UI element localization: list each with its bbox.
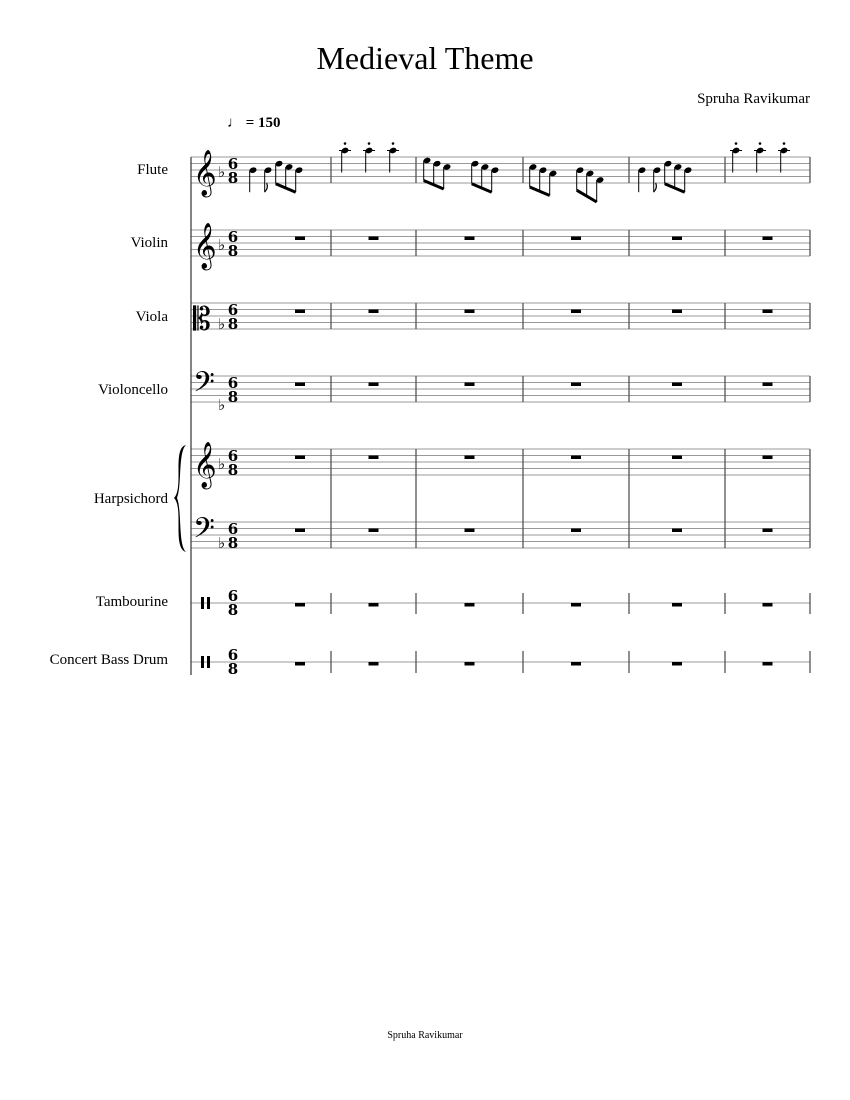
rest-icon — [295, 237, 773, 666]
svg-text:6: 6 — [227, 520, 239, 538]
instrument-label-tambourine: Tambourine — [95, 594, 168, 610]
svg-text:♭: ♭ — [218, 163, 226, 181]
svg-text:8: 8 — [227, 534, 239, 552]
barlines — [331, 157, 810, 673]
staff-flute — [191, 157, 810, 183]
svg-text:8: 8 — [227, 169, 239, 187]
flute-notes — [249, 142, 790, 202]
svg-text:8: 8 — [227, 601, 239, 619]
svg-text:6: 6 — [227, 155, 239, 173]
svg-text:♭: ♭ — [218, 455, 226, 473]
tempo-marking: ♩ = 150 — [227, 115, 281, 131]
page-footer: Spruha Ravikumar — [387, 1030, 463, 1041]
staff-violin — [191, 230, 810, 256]
staff-viola — [191, 303, 810, 329]
instrument-label-violin: Violin — [130, 235, 168, 251]
treble-clef-icon: 𝄞 — [193, 442, 217, 488]
svg-text:8: 8 — [227, 388, 239, 406]
svg-text:6: 6 — [227, 646, 239, 664]
svg-text:6: 6 — [227, 301, 239, 319]
page-title: Medieval Theme — [316, 40, 534, 76]
bass-clef-icon: 𝄢 — [193, 366, 215, 406]
svg-text:♭: ♭ — [218, 396, 226, 414]
bass-clef-icon: 𝄢 — [193, 512, 215, 552]
staff-harpsichord-upper — [191, 449, 810, 475]
svg-text:6: 6 — [227, 447, 239, 465]
staff-harpsichord-lower — [191, 522, 810, 548]
composer-credit: Spruha Ravikumar — [697, 91, 810, 107]
brace-icon — [174, 445, 186, 552]
instrument-label-bass-drum: Concert Bass Drum — [49, 652, 168, 668]
percussion-clef-icon — [201, 597, 210, 668]
svg-text:8: 8 — [227, 660, 239, 678]
instrument-label-harpsichord: Harpsichord — [93, 491, 168, 507]
time-signature — [228, 155, 238, 678]
svg-text:8: 8 — [227, 315, 239, 333]
svg-text:6: 6 — [227, 228, 239, 246]
instrument-label-viola: Viola — [135, 309, 168, 325]
svg-text:8: 8 — [227, 242, 239, 260]
treble-clef-icon: 𝄞 — [193, 150, 217, 196]
svg-text:6: 6 — [227, 587, 239, 605]
instrument-label-violoncello: Violoncello — [98, 382, 168, 398]
staff-violoncello — [191, 376, 810, 402]
flat-icon — [218, 163, 225, 552]
svg-text:8: 8 — [227, 461, 239, 479]
alto-clef-icon: 𝄡 — [193, 300, 211, 338]
instrument-label-flute: Flute — [137, 162, 168, 178]
treble-clef-icon: 𝄞 — [193, 223, 217, 269]
svg-text:♭: ♭ — [218, 236, 226, 254]
svg-text:♭: ♭ — [218, 534, 226, 552]
svg-text:♭: ♭ — [218, 315, 226, 333]
svg-text:6: 6 — [227, 374, 239, 392]
